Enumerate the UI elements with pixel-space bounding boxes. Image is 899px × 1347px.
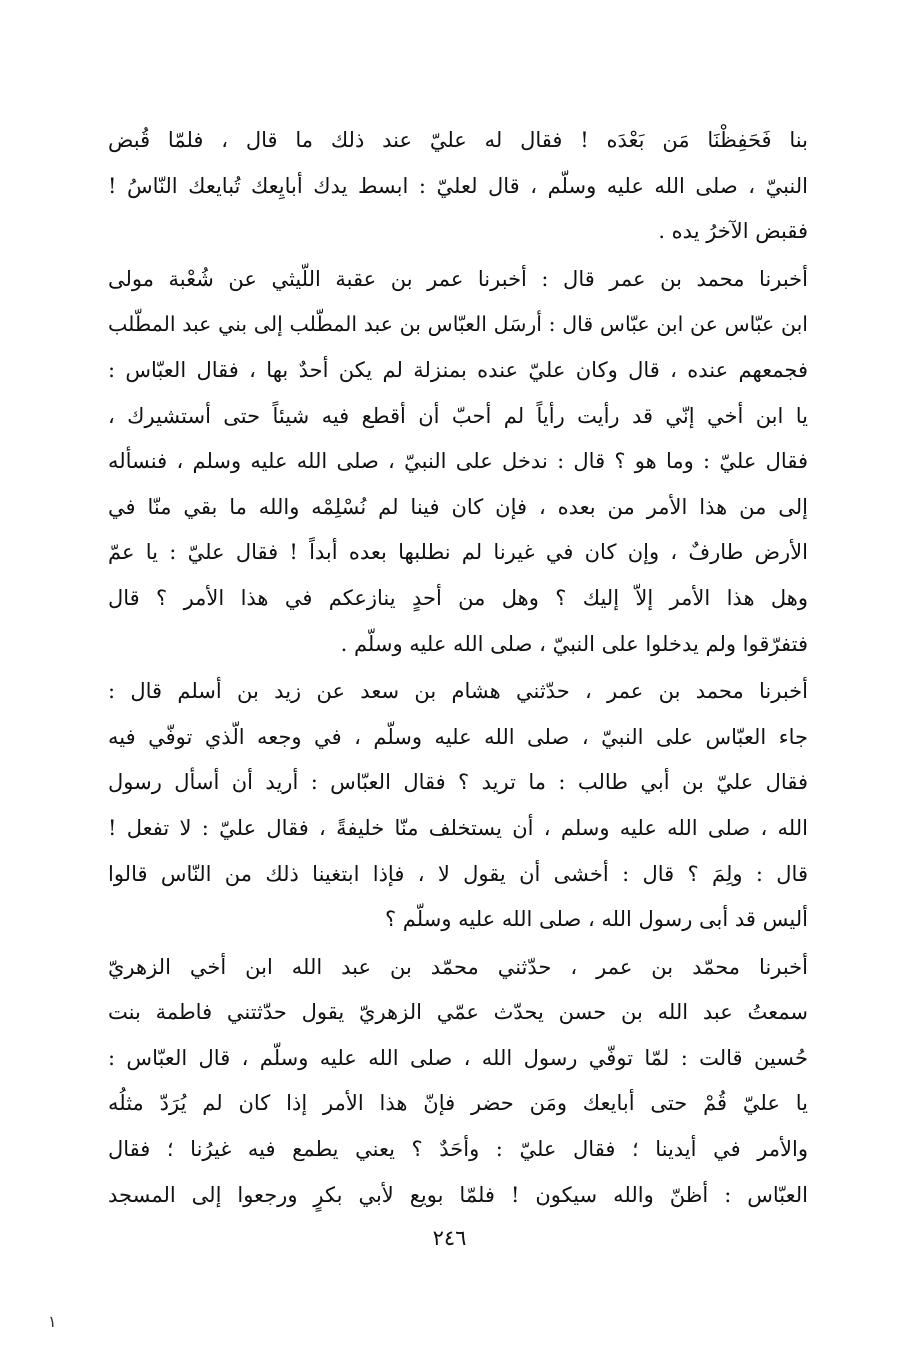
paragraph-3 — [108, 669, 808, 943]
text-line: يا ابن أخي إنّي قد رأيت رأياً لم أحبّ أن أقطع فيه شيئاً حتى أستشيرك ، — [108, 403, 808, 428]
text-line: الله ، صلى الله عليه وسلم ، أن يستخلف منّا خليفةً ، فقال عليّ : لا تفعل ! — [108, 815, 808, 840]
text-line: فتفرّقوا ولم يدخلوا على النبيّ ، صلى الله عليه وسلّم . — [340, 631, 808, 656]
text-line: أخبرنا محمّد بن عمر ، حدّثني محمّد بن عبد الله ابن أخي الزهريّ — [108, 954, 808, 979]
text-line: أخبرنا محمد بن عمر قال : أخبرنا عمر بن عقبة اللّيثي عن شُعْبة مولى — [108, 266, 808, 291]
text-line: سمعتُ عبد الله بن حسن يحدّث عمّي الزهريّ يقول حدّثتني فاطمة بنت — [108, 1000, 808, 1025]
text-line: جاء العبّاس على النبيّ ، صلى الله عليه وسلّم ، في وجعه الّذي توفّي فيه — [108, 724, 808, 749]
page-number: ٢٤٦ — [432, 1226, 467, 1250]
text-line: فقال عليّ : وما هو ؟ قال : ندخل على النبيّ ، صلى الله عليه وسلم ، فنسأله — [108, 449, 808, 474]
text-line: أليس قد أبى رسول الله ، صلى الله عليه وسلّم ؟ — [384, 907, 808, 932]
paragraph-4 — [108, 945, 808, 1219]
text-line: النبيّ ، صلى الله عليه وسلّم ، قال لعليّ : ابسط يدك أبايِعك تُبايعك النّاسُ ! — [108, 173, 808, 198]
page-text — [108, 118, 808, 1220]
text-line: فجمعهم عنده ، قال وكان عليّ عنده بمنزلة لم يكن أحدٌ بها ، فقال العبّاس : — [108, 357, 808, 382]
margin-mark: ١ — [48, 1312, 57, 1331]
text-line: قال : ولِمَ ؟ قال : أخشى أن يقول لا ، فإذا ابتغينا ذلك من النّاس قالوا — [108, 861, 808, 886]
paragraph-1 — [108, 118, 808, 255]
text-line: والأمر في أيدينا ؛ فقال عليّ : وأحَدٌ ؟ يعني يطمع فيه غيرُنا ؛ فقال — [108, 1137, 808, 1162]
text-line: فقال عليّ بن أبي طالب : ما تريد ؟ فقال العبّاس : أريد أن أسأل رسول — [108, 770, 808, 795]
paragraph-2 — [108, 257, 808, 667]
text-line: إلى من هذا الأمر من بعده ، فإن كان فينا لم نُسْلِمْه والله ما بقي منّا في — [108, 494, 808, 519]
text-line: ابن عبّاس عن ابن عبّاس قال : أرسَل العبّاس بن عبد المطّلب إلى بني عبد المطّلب — [108, 312, 808, 337]
text-line: يا عليّ قُمْ حتى أبايعك ومَن حضر فإنّ هذا الأمر إذا كان لم يُرَدّ مثلُه — [108, 1091, 808, 1116]
text-line: وهل هذا الأمر إلاّ إليك ؟ وهل من أحدٍ ينازعكم في هذا الأمر ؟ قال — [108, 585, 808, 610]
text-line: العبّاس : أظنّ والله سيكون ! فلمّا بويع لأبي بكرٍ ورجعوا إلى المسجد — [108, 1182, 808, 1207]
text-line: حُسين قالت : لمّا توفّي رسول الله ، صلى الله عليه وسلّم ، قال العبّاس : — [108, 1045, 808, 1070]
text-line: أخبرنا محمد بن عمر ، حدّثني هشام بن سعد عن زيد بن أسلم قال : — [108, 679, 808, 704]
text-line: بنا فَحَفِظْنَا مَن بَعْدَه ! فقال له عليّ عند ذلك ما قال ، فلمّا قُبض — [108, 128, 808, 152]
text-line: فقبض الآخرُ يده . — [658, 219, 808, 244]
text-line: الأرض طارفٌ ، وإن كان في غيرنا لم نطلبها بعده أبداً ! فقال عليّ : يا عمّ — [108, 540, 808, 565]
